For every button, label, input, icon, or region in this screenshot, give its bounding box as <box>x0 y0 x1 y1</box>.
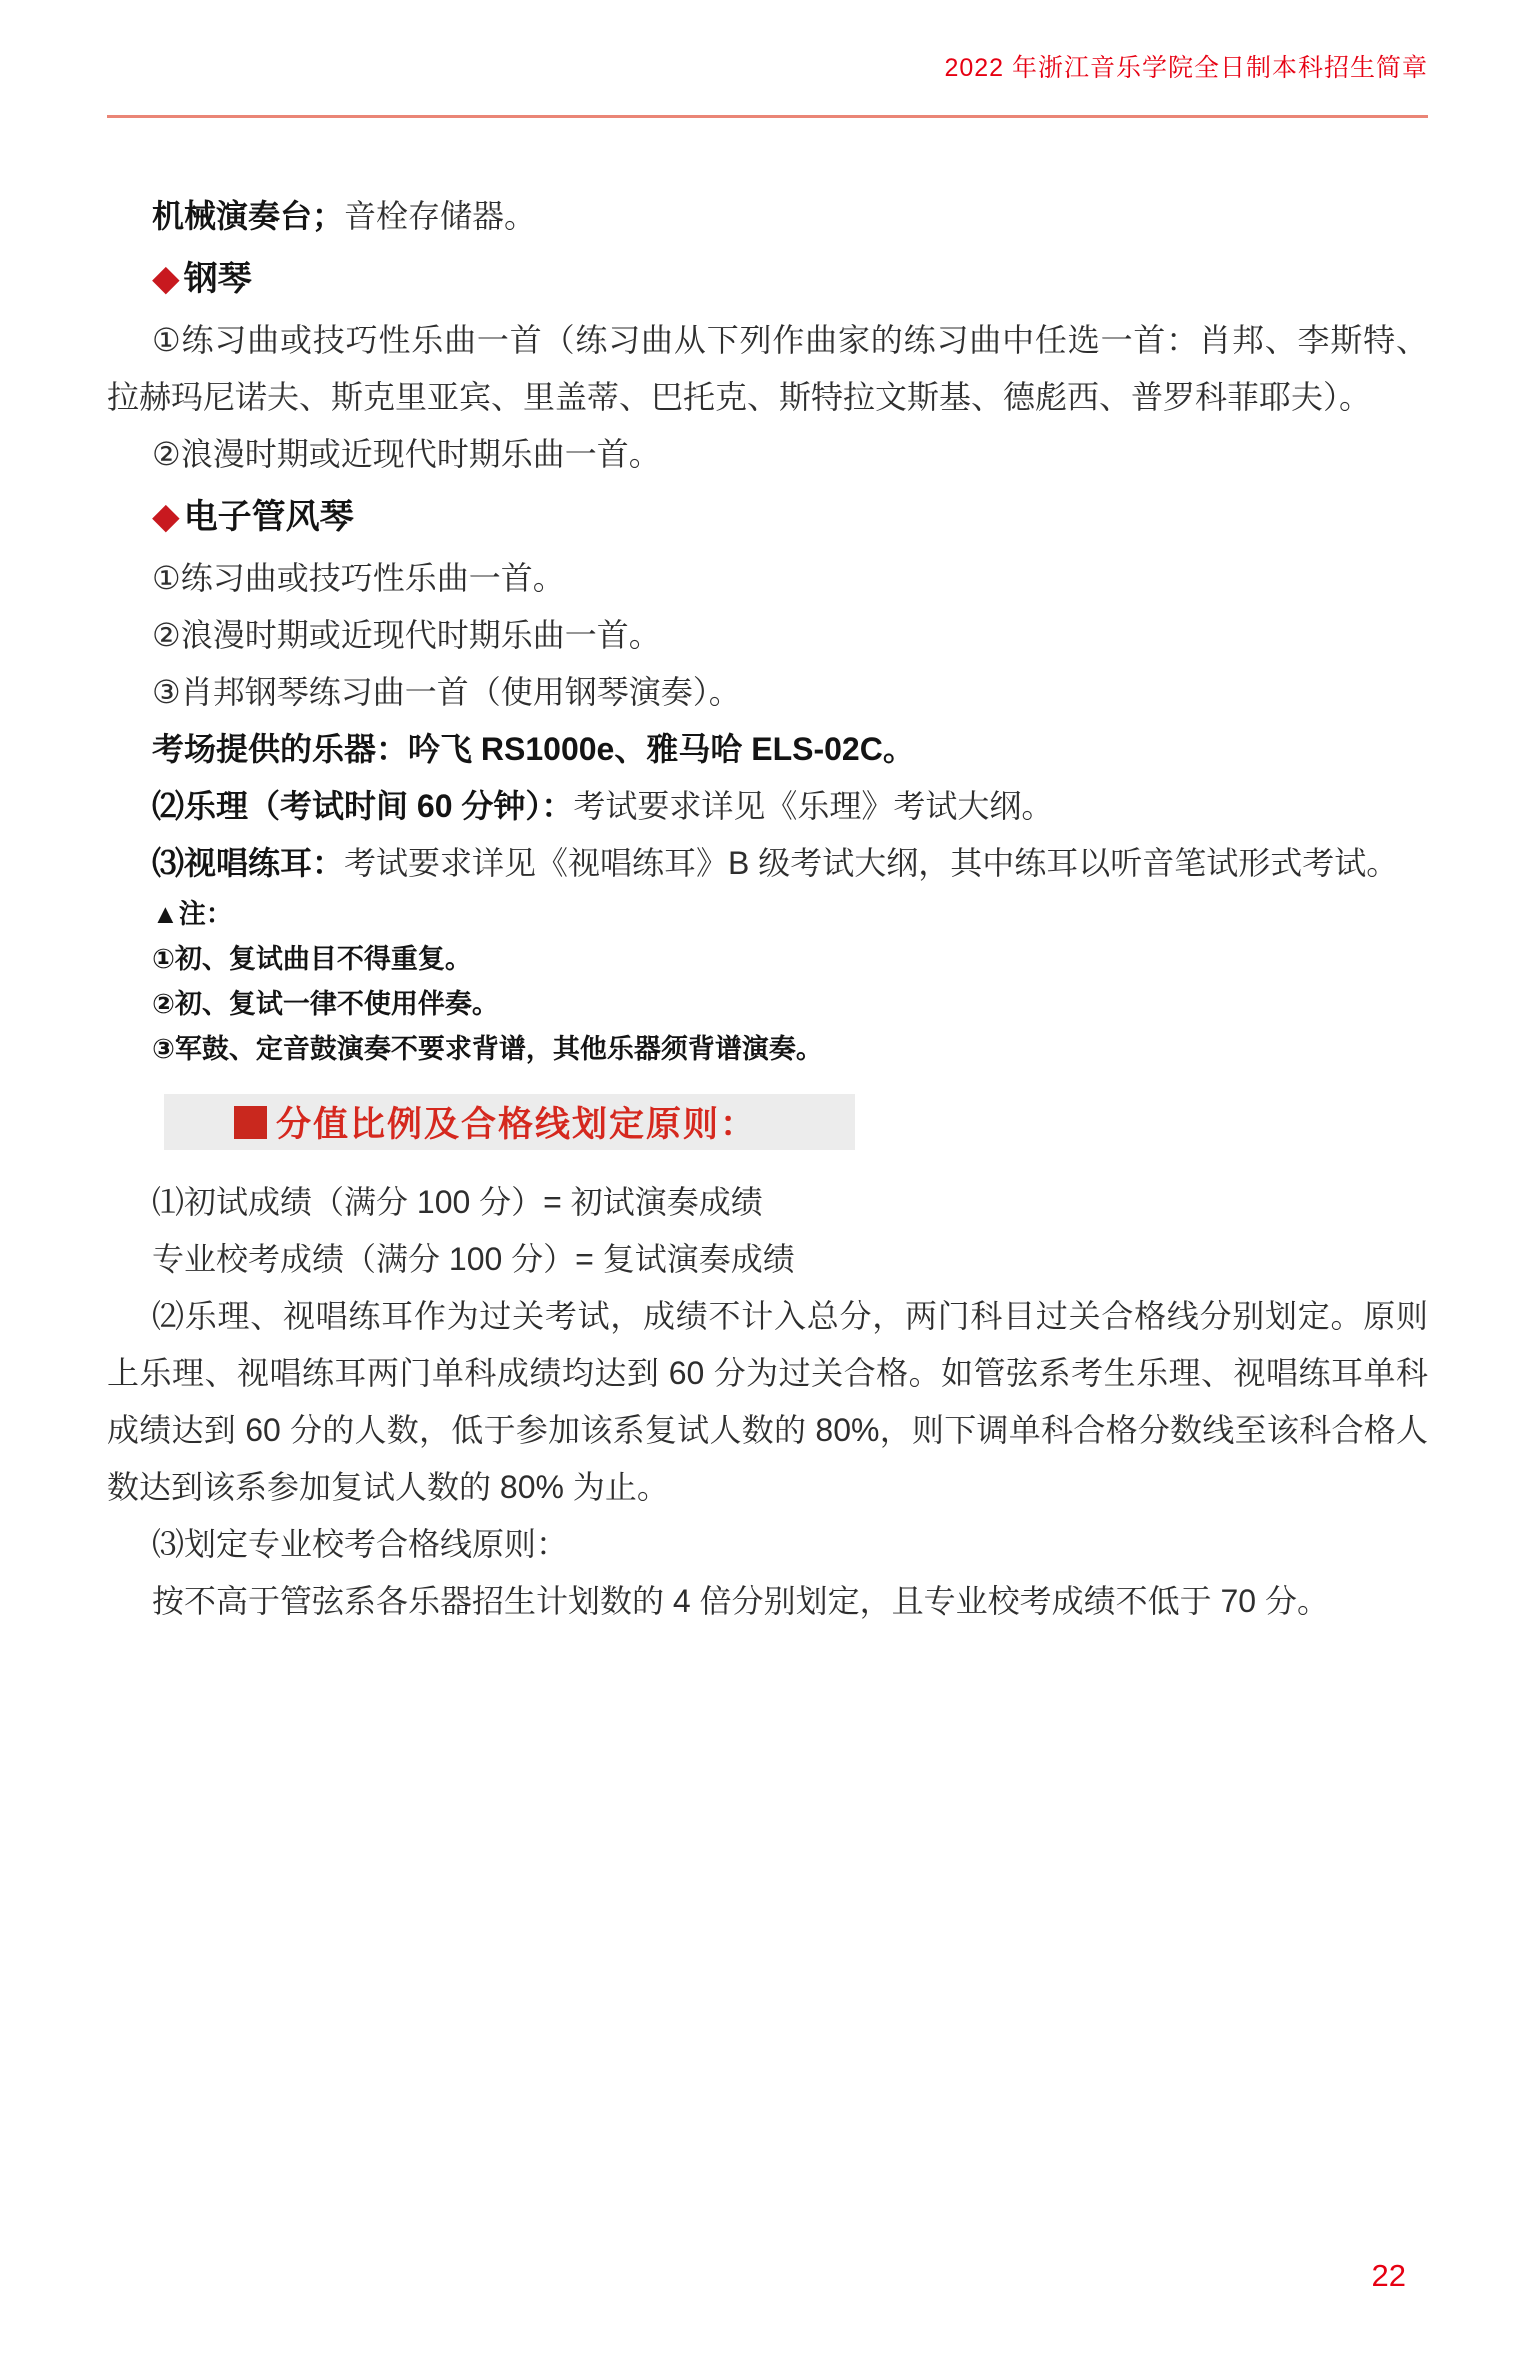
organ-item-3: ③肖邦钢琴练习曲一首（使用钢琴演奏）。 <box>152 674 741 710</box>
page-number: 22 <box>1371 2258 1406 2293</box>
piano-item-2: ②浪漫时期或近现代时期乐曲一首。 <box>152 436 661 472</box>
heading-piano <box>107 249 1428 308</box>
section-header-title: 分值比例及合格线划定原则： <box>276 1105 758 1144</box>
diamond-icon: ◆ <box>152 257 180 298</box>
music-theory-detail: 考试要求详见《乐理》考试大纲。 <box>573 788 1054 824</box>
rule-item-3: ⑵乐理、视唱练耳作为过关考试，成绩不计入总分，两门科目过关合格线分别划定。原则上乐理、视唱练耳两门单科成绩均达到 60 分为过关合格。如管弦系考生乐理、视唱练耳单科成绩达到 60 分的人数，低于参加该系复试人数的 80%，则下调单科合格分数线至该科合格人数达到该系参加复试人数的 80% 为止。 <box>107 1298 1428 1505</box>
rule-item-4: ⑶划定专业校考合格线原则： <box>152 1526 569 1562</box>
piano-item-1: ①练习曲或技巧性乐曲一首（练习曲从下列作曲家的练习曲中任选一首：肖邦、李斯特、拉赫玛尼诺夫、斯克里亚宾、里盖蒂、巴托克、斯特拉文斯基、德彪西、普罗科菲耶夫）。 <box>107 322 1428 415</box>
diamond-icon: ◆ <box>152 495 180 536</box>
sight-singing-detail: 考试要求详见《视唱练耳》B 级考试大纲，其中练耳以听音笔试形式考试。 <box>344 845 1399 881</box>
music-theory-line <box>107 778 1428 835</box>
music-theory-label: ⑵乐理（考试时间 60 分钟）： <box>152 788 574 824</box>
notes-block <box>107 892 1428 1072</box>
header-divider <box>107 115 1428 118</box>
paragraph-bold-run: 机械演奏台； <box>152 198 345 234</box>
heading-piano-label: 钢琴 <box>183 260 252 298</box>
rule-item-5: 按不高于管弦系各乐器招生计划数的 4 倍分别划定，且专业校考成绩不低于 70 分。 <box>152 1583 1329 1619</box>
square-bullet-icon <box>234 1106 267 1139</box>
sight-singing-label: ⑶视唱练耳： <box>152 845 345 881</box>
paragraph-regular-run: 音栓存储器。 <box>344 198 537 234</box>
paragraph-console-storage <box>107 188 1428 245</box>
note-item-2: ②初、复试一律不使用伴奏。 <box>152 989 499 1019</box>
organ-item-2: ②浪漫时期或近现代时期乐曲一首。 <box>152 617 661 653</box>
provided-instruments-line: 考场提供的乐器：吟飞 RS1000e、雅马哈 ELS-02C。 <box>152 731 915 767</box>
heading-electronic-organ <box>107 487 1428 546</box>
heading-electronic-organ-label: 电子管风琴 <box>183 498 354 536</box>
note-item-3: ③军鼓、定音鼓演奏不要求背谱，其他乐器须背谱演奏。 <box>152 1034 823 1064</box>
note-item-1: ①初、复试曲目不得重复。 <box>152 944 472 974</box>
section-header-score-ratio <box>164 1094 855 1150</box>
notes-title: ▲注： <box>152 899 233 929</box>
page-header-title: 2022 年浙江音乐学院全日制本科招生简章 <box>944 54 1428 82</box>
document-body <box>107 188 1428 1630</box>
rule-item-2: 专业校考成绩（满分 100 分）= 复试演奏成绩 <box>152 1241 795 1277</box>
sight-singing-line <box>107 835 1428 892</box>
organ-item-1: ①练习曲或技巧性乐曲一首。 <box>152 560 565 596</box>
rule-item-1: ⑴初试成绩（满分 100 分）= 初试演奏成绩 <box>152 1184 763 1220</box>
